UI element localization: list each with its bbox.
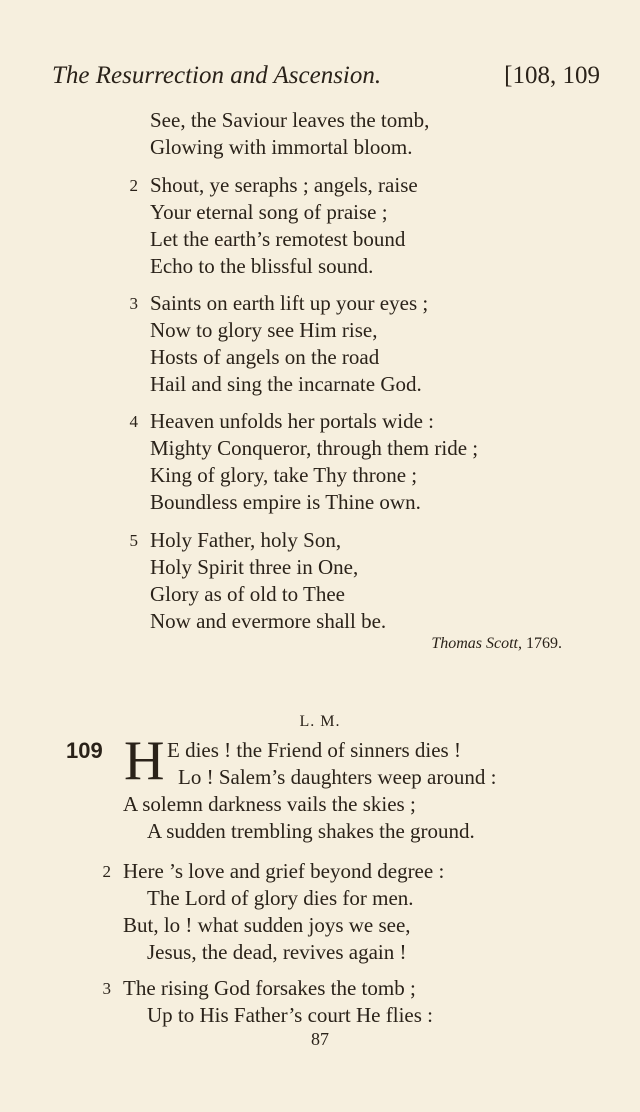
verse-line: A solemn darkness vails the skies ; [123,792,416,816]
verse-line: The Lord of glory dies for men. [147,886,414,910]
drop-cap: H [124,730,165,792]
verse-line: See, the Saviour leaves the tomb, [150,108,430,132]
verse-number: 2 [102,862,111,881]
verse-line: Glowing with immortal bloom. [150,135,413,159]
verse-number: 3 [129,294,138,313]
verse-line: Hail and sing the incarnate God. [150,372,422,396]
verse-number: 5 [129,531,138,550]
verse-line: The rising God forsakes the tomb ; [123,976,416,1000]
verse-line: Heaven unfolds her portals wide : [150,409,435,433]
meter-label: L. M. [299,713,341,730]
verse-line: Let the earth’s remotest bound [150,227,406,251]
verse-line: King of glory, take Thy throne ; [150,463,418,487]
verse-line: Boundless empire is Thine own. [150,490,421,514]
verse-number: 3 [102,979,111,998]
verse-line: Saints on earth lift up your eyes ; [150,291,429,315]
verse-number: 2 [129,176,138,195]
hymn-range: [108, 109 [504,62,600,89]
verse-line: Shout, ye seraphs ; angels, raise [150,173,418,197]
verse-line: Now to glory see Him rise, [150,318,378,342]
verse-line: Holy Spirit three in One, [150,555,359,579]
attribution: Thomas Scott, 1769. [431,635,562,652]
verse-line: A sudden trembling shakes the ground. [147,819,475,843]
verse-line: Here ’s love and grief beyond degree : [123,859,445,883]
verse-line: Your eternal song of praise ; [150,200,388,224]
verse-line: Up to His Father’s court He flies : [147,1003,433,1027]
running-head [52,58,600,94]
verse-line: Hosts of angels on the road [150,345,380,369]
hymn-number: 109 [66,738,103,763]
attribution-year: 1769. [526,635,562,652]
verse-line: Glory as of old to Thee [150,582,345,606]
verse-number: 4 [129,412,138,431]
verse-line: Echo to the blissful sound. [150,254,374,278]
verse-line: Lo ! Salem’s daughters weep around : [178,765,497,789]
page-number: 87 [311,1029,329,1049]
verse-line: Now and evermore shall be. [150,609,387,633]
verse-line: But, lo ! what sudden joys we see, [123,913,411,937]
verse-line: Jesus, the dead, revives again ! [147,940,407,964]
verse-line: Holy Father, holy Son, [150,528,342,552]
author-name: Thomas Scott [431,635,518,652]
verse-line: E dies ! the Friend of sinners dies ! [167,738,461,762]
section-title: The Resurrection and Ascension. [52,62,382,89]
verse-line: Mighty Conqueror, through them ride ; [150,436,479,460]
